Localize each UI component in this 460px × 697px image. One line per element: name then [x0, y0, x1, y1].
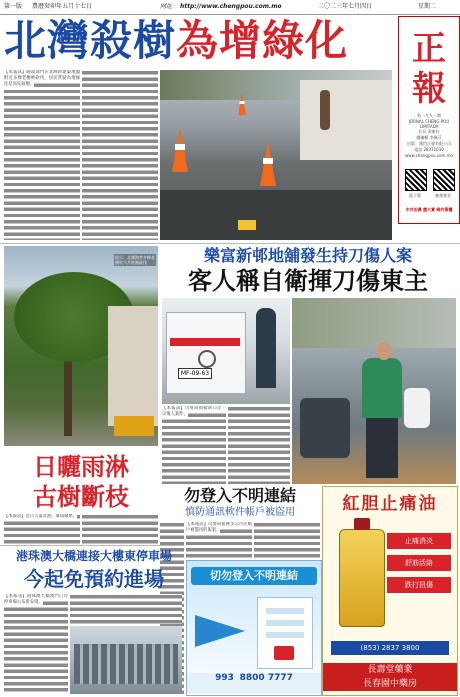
qr-code-icon[interactable] [433, 169, 455, 191]
section-label: 第一版 [4, 3, 23, 10]
oil-bottle-icon [339, 529, 385, 627]
masthead-line-2: 總編輯 李佩芬 [416, 135, 442, 140]
bay-story-col-1 [4, 70, 80, 240]
scam-subtitle: 慎防通訊軟件帳戶被盜用 [185, 507, 295, 518]
hotline-2: 8800 7777 [239, 673, 293, 683]
ad-feature-3: 跌打扭傷 [387, 577, 451, 593]
masthead-line-3: 出版：澳門正報有限公司 [407, 141, 451, 146]
masthead-line-4: 電話 28371010 [414, 147, 444, 152]
scam-story-lead: 【本報訊】司警局接獲多宗市民帳戶被盜用的報案。 [186, 522, 252, 534]
traffic-cone-icon [260, 142, 276, 186]
ambulance-photo [162, 298, 290, 404]
masthead-line-5: www.chengpou.com.mo [405, 153, 453, 158]
tree-story-lead: 【本報訊】近日天氣炎熱，暴雨頻繁。 [4, 514, 78, 519]
tree-story-col-2 [82, 514, 158, 546]
scam-ad-hotlines [187, 673, 321, 693]
main-headline [4, 16, 396, 66]
paper-plane-icon [195, 615, 245, 647]
site-label: 网址 [160, 3, 173, 10]
stab-title: 客人稱自衛揮刀傷東主 [188, 267, 428, 295]
vehicle-logo-icon [198, 350, 216, 368]
license-plate: MF-09-63 [178, 368, 212, 379]
ad-feature-1: 止痛消炎 [387, 533, 451, 549]
section-divider [0, 243, 460, 244]
bay-story-col-2 [82, 70, 158, 240]
headline-part1: 北灣殺樹 [4, 16, 177, 65]
qr2-label: 臉書專頁 [435, 193, 451, 198]
site-url[interactable]: http://www.chengpou.com.mo [180, 3, 282, 10]
bay-story-lead: 【本報訊】路政部門在北灣新建築地盤附近多棵老樹被砍伐，居民質疑為增綠化反而先殺樹。 [4, 70, 80, 88]
pain-oil-ad[interactable] [322, 486, 458, 696]
stab-story-col-2 [228, 406, 290, 484]
ad-footer-line-2: 長春園中藥房 [362, 679, 417, 689]
tree-story-col-1 [4, 514, 80, 546]
scam-story-col-1 [186, 522, 252, 558]
masthead [398, 16, 460, 224]
headline-part2: 為增綠化 [176, 16, 349, 65]
fight-photo [292, 298, 456, 484]
ad-phone-number[interactable]: (853) 2837 3800 [331, 641, 449, 655]
weekday: 星期二 [418, 3, 437, 10]
tree-photo-caption: 提示：北灣海旁多棵老樹於六月底被砍伐 [115, 255, 155, 265]
carpark-photo [70, 626, 182, 694]
scam-title: 勿登入不明連結 [183, 486, 296, 505]
hotline-1: 993 [215, 673, 234, 683]
issue-number: 第一九九一期 [417, 113, 441, 118]
newspaper-logo: 正報 [412, 29, 446, 109]
masthead-line-1: 社長 黃東好 [418, 129, 440, 134]
scam-story-col-2 [254, 522, 320, 558]
ad-footer [323, 663, 457, 691]
traffic-cone-icon [172, 128, 188, 172]
tree-title-1: 日曬雨淋 [33, 453, 129, 481]
scam-warning-ad[interactable] [186, 560, 322, 696]
hkz-title: 今起免預約進場 [24, 567, 164, 591]
pain-oil-title: 紅胆止痛油 [342, 494, 438, 514]
scam-ad-banner: 切勿登入不明連結 [191, 567, 317, 585]
qr1-label: 電子版 [409, 193, 421, 198]
stab-story-lead: 【本報訊】司警局偵破新口岸一宗傷人案件。 [162, 406, 226, 418]
ad-feature-2: 舒筋活絡 [387, 555, 451, 571]
ad-footer-line-1: 長壽堂藥業 [367, 665, 413, 675]
tree-photo [4, 246, 158, 446]
qr-code-icon[interactable] [405, 169, 427, 191]
hkz-kicker: 港珠澳大橋連接大樓東停車場 [15, 549, 172, 563]
hkz-story-col-2 [70, 594, 182, 624]
hkz-story-col-1 [4, 594, 68, 694]
issue-date: 二〇二三年七月四日 [318, 3, 373, 10]
traffic-cone-icon [238, 93, 246, 115]
top-bar [0, 0, 460, 15]
phone-screen-icon [257, 597, 313, 669]
lunar-date: 農曆癸卯年五月十七日 [32, 3, 93, 10]
bay-photo [160, 70, 392, 240]
slogan: 中共治澳 盡大責 維共管權 [405, 207, 453, 212]
stab-story-col-1 [162, 406, 226, 484]
english-name: JORNAL CHENG POU LIMITADA [408, 119, 450, 129]
tree-title-2: 古樹斷枝 [33, 483, 129, 511]
section-divider [0, 545, 184, 546]
hkz-story-lead: 【本報訊】港珠澳大橋澳門口岸停車場公布新安排。 [4, 594, 68, 606]
stab-kicker: 樂富新邨地舖發生持刀傷人案 [203, 246, 412, 265]
